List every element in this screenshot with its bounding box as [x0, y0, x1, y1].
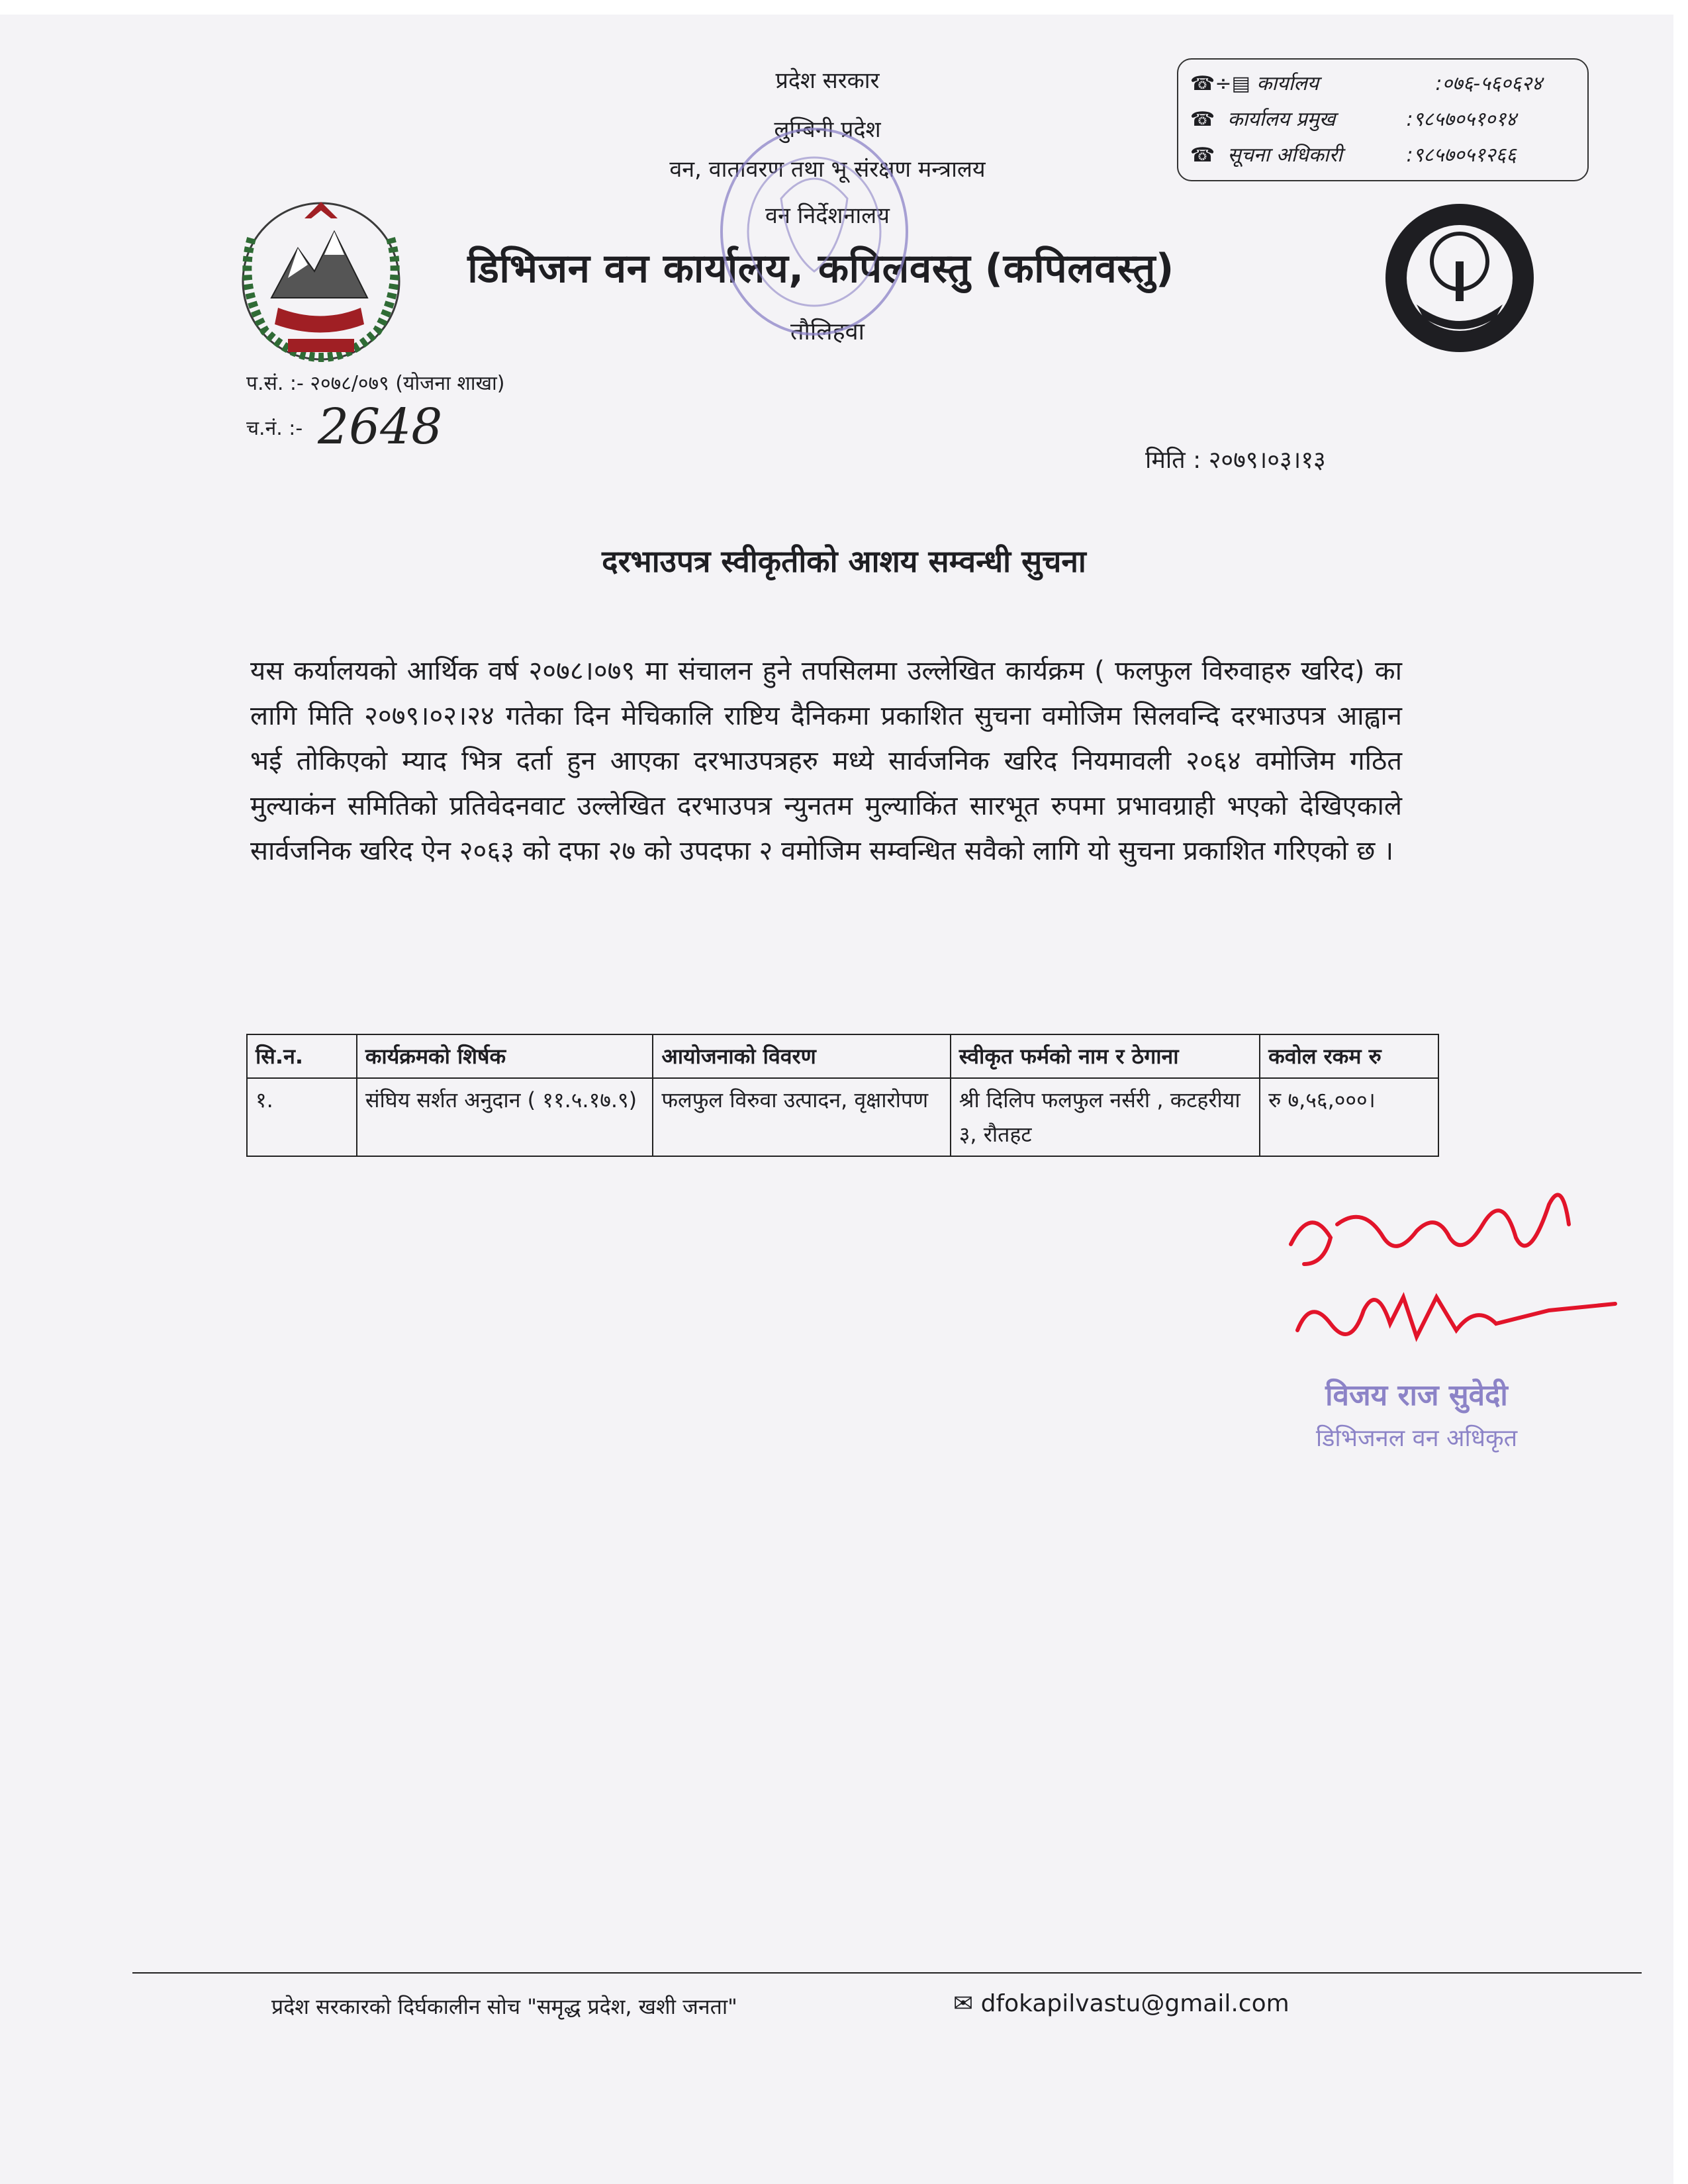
office-stamp-icon	[708, 119, 920, 344]
contact-office-head	[1190, 102, 1575, 138]
chalani-number: 2648	[318, 398, 443, 455]
contact-value: :९८५७०५१०१४	[1406, 108, 1517, 131]
cell-serial: १.	[247, 1078, 357, 1156]
footer-vision: प्रदेश सरकारको दिर्घकालीन सोच "समृद्ध प्रदेश, खशी जनता"	[271, 1994, 737, 2019]
chalani-label: च.नं. :-	[246, 417, 303, 440]
notice-title: दरभाउपत्र स्वीकृतीको आशय सम्वन्धी सुचना	[602, 543, 1086, 579]
contact-value: :९८५७०५१२६६	[1406, 144, 1517, 167]
envelope-icon: ✉	[953, 1990, 981, 2017]
contact-label: कार्यालय	[1256, 72, 1319, 95]
document-date: मिति : २०७९।०३।१३	[1145, 447, 1326, 474]
scan-margin-right	[1673, 0, 1688, 2184]
phone-fax-icon: ☎÷▤	[1190, 72, 1257, 95]
header-ministry: वन, वातावरण तथा भू संरक्षण मन्त्रालय	[669, 156, 986, 183]
scan-margin-top	[0, 0, 1688, 15]
phone-icon: ☎	[1190, 144, 1228, 167]
cell-amount: रु ७,५६,०००।	[1260, 1078, 1438, 1156]
contact-office	[1190, 66, 1575, 102]
cell-project-detail: फलफुल विरुवा उत्पादन, वृक्षारोपण	[653, 1078, 950, 1156]
awarded-bid-table	[246, 1034, 1439, 1157]
office-location: तौलिहवा	[790, 318, 865, 345]
header-province-govt: प्रदेश सरकार	[775, 68, 880, 94]
patra-sankhya: प.सं. :- २०७८/०७९ (योजना शाखा)	[246, 372, 505, 395]
government-emblem-icon	[225, 192, 417, 371]
phone-icon: ☎	[1190, 108, 1228, 131]
col-program-title: कार्यक्रमको शिर्षक	[357, 1034, 653, 1078]
contact-label: सूचना अधिकारी	[1227, 144, 1342, 167]
contact-info-officer	[1190, 138, 1575, 173]
table-row	[247, 1078, 1438, 1156]
col-project-detail: आयोजनाको विवरण	[653, 1034, 950, 1078]
cell-program-title: संघिय सर्शत अनुदान ( ११.५.१७.९)	[357, 1078, 653, 1156]
col-firm-name-address: स्वीकृत फर्मको नाम र ठेगाना	[951, 1034, 1260, 1078]
office-name: डिभिजन वन कार्यालय, कपिलवस्तु (कपिलवस्तु)	[467, 246, 1174, 292]
handwritten-signature-icon	[1284, 1165, 1628, 1377]
contact-label: कार्यालय प्रमुख	[1227, 108, 1336, 131]
signatory-designation: डिभिजनल वन अधिकृत	[1315, 1425, 1518, 1452]
col-serial: सि.न.	[247, 1034, 357, 1078]
cell-firm: श्री दिलिप फलफुल नर्सरी , कटहरीया ३, रौतहट	[951, 1078, 1260, 1156]
notice-body: यस कर्यालयको आर्थिक वर्ष २०७८।०७९ मा संचालन हुने तपसिलमा उल्लेखित कार्यक्रम ( फलफुल विरुवाहरु खरिद) का लागि मिति २०७९।०२।२४ गतेका दिन मेचिकालि राष्टिय दैनिकमा प्रकाशित सुचना वमोजिम सिलवन्दि दरभाउपत्र आह्वान भई तोकिएको म्याद भित्र दर्ता हुन आएका दरभाउपत्रहरु मध्ये सार्वजनिक खरिद नियमावली २०६४ वमोजिम गठित मुल्याकंन समितिको प्रतिवेदनवाट उल्लेखित दरभाउपत्र न्युनतम मुल्याकिंत सारभूत रुपमा प्रभावग्राही भएको देखिएकाले सार्वजनिक खरिद ऐन २०६३ को दफा २७ को उपदफा २ वमोजिम सम्वन्धित सवैको लागि यो सुचना प्रकाशित गरिएको छ ।	[250, 656, 1402, 866]
footer-email[interactable]: dfokapilvastu@gmail.com	[980, 1990, 1289, 2017]
header-province-name: लुम्बिनी प्रदेश	[774, 116, 881, 143]
contact-value: :०७६-५६०६२४	[1435, 72, 1542, 95]
table-header-row	[247, 1034, 1438, 1078]
header-directorate: वन निर्देशनालय	[765, 203, 890, 229]
col-bid-amount: कवोल रकम रु	[1260, 1034, 1438, 1078]
footer-divider	[132, 1972, 1642, 1974]
contacts-box	[1177, 58, 1589, 181]
forest-department-logo-icon	[1380, 199, 1539, 357]
signatory-name: विजय राज सुवेदी	[1325, 1379, 1508, 1412]
footer-email-block	[953, 1989, 1364, 2019]
